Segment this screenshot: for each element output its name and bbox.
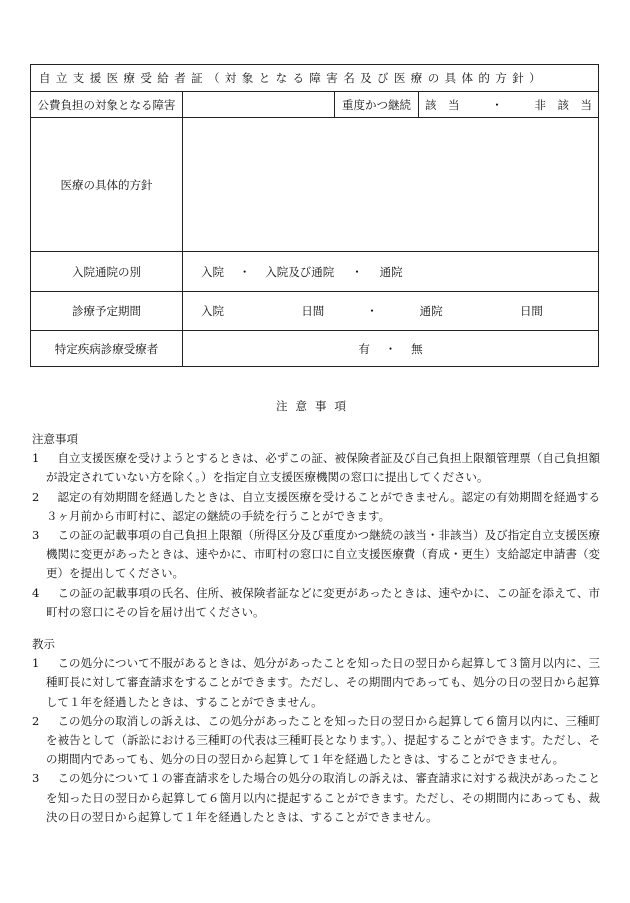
inpatient-label: 入院 bbox=[201, 304, 224, 318]
item-text: 自立支援医療を受けようとするときは、必ずこの証、被保険者証及び自己負担上限額管理票（自己負担額が設定されていない方を除く。）を指定自立支援医療機関の窓口に提出してください。 bbox=[46, 451, 600, 485]
item-number: 3 bbox=[32, 528, 40, 543]
item-number: 4 bbox=[32, 585, 40, 600]
days-unit: 日間 bbox=[301, 304, 325, 318]
specific-disease-label: 特定疾病診療受療者 bbox=[31, 331, 183, 367]
specific-disease-choice[interactable] bbox=[183, 331, 599, 367]
option-no[interactable]: 無 bbox=[411, 341, 423, 356]
item-number: 2 bbox=[32, 713, 40, 728]
disability-value[interactable] bbox=[183, 92, 335, 118]
option-outpatient[interactable]: 通院 bbox=[379, 264, 403, 279]
item-number: 3 bbox=[32, 771, 40, 786]
form-title: 自立支援医療受給者証（対象となる障害名及び医療の具体的方針） bbox=[31, 65, 599, 92]
instructions-heading: 教示 bbox=[32, 637, 55, 651]
treatment-policy-value[interactable] bbox=[183, 118, 599, 252]
days-unit: 日間 bbox=[519, 304, 543, 318]
disability-label: 公費負担の対象となる障害 bbox=[31, 92, 183, 118]
list-item bbox=[32, 449, 600, 487]
notice-title: 注意事項 bbox=[276, 399, 354, 413]
list-item bbox=[32, 526, 600, 584]
item-number: 2 bbox=[32, 489, 40, 504]
item-number: 1 bbox=[32, 451, 40, 466]
option-inpatient[interactable]: 入院 bbox=[201, 264, 224, 279]
item-text: この処分の取消しの訴えは、この処分があったことを知った日の翌日から起算して６箇月以内に、三種町を被告として（訴訟における三種町の代表は三種町長となります。）、提起することができます。ただし、その期間内であっても、処分の日の翌日から起算して１年を経過したときは、することができません。 bbox=[46, 713, 600, 767]
list-item bbox=[32, 584, 600, 622]
notes-section bbox=[32, 430, 600, 622]
separator-dot: ・ bbox=[366, 304, 378, 318]
list-item bbox=[32, 712, 600, 770]
item-text: この証の記載事項の氏名、住所、被保険者証などに変更があったときは、速やかに、この証を添えて、市町村の窓口にその旨を届け出てください。 bbox=[46, 585, 600, 619]
list-item bbox=[32, 654, 600, 712]
separator-dot: ・ bbox=[351, 264, 363, 279]
outpatient-label: 通院 bbox=[419, 304, 443, 318]
instructions-section bbox=[32, 635, 600, 827]
not-applicable-option[interactable]: 非 該 当 bbox=[534, 97, 592, 112]
separator-dot: ・ bbox=[238, 264, 251, 279]
treatment-policy-label: 医療の具体的方針 bbox=[31, 118, 183, 252]
list-item bbox=[32, 488, 600, 526]
applicable-option[interactable]: 該 当 bbox=[425, 97, 460, 112]
item-number: 1 bbox=[32, 656, 40, 671]
inpatient-outpatient-label: 入院通院の別 bbox=[31, 252, 183, 292]
item-text: この処分について不服があるときは、処分があったことを知った日の翌日から起算して３箇月以内に、三種町長に対して審査請求をすることができます。ただし、その期間内であっても、処分の日の翌日から起算して１年を経過したときは、することができません。 bbox=[46, 656, 600, 709]
item-text: この証の記載事項の自己負担上限額（所得区分及び重度かつ継続の該当・非該当）及び指定自立支援医療機関に変更があったときは、速やかに、市町村の窓口に自立支援医療費（育成・更生）支給認定申請書（変更）を提出してください。 bbox=[46, 528, 600, 581]
option-inpatient-and-outpatient[interactable]: 入院及び通院 bbox=[265, 264, 335, 279]
item-text: この処分について１の審査請求をした場合の処分の取消しの訴えは、審査請求に対する裁決があったことを知った日の翌日から起算して６箇月以内に提起することができます。ただし、その期間内にあっても、裁決の日の翌日から起算して１年を経過したときは、することができません。 bbox=[46, 771, 600, 824]
severe-continuous-label: 重度かつ継続 bbox=[335, 92, 419, 118]
item-text: 認定の有効期間を経過したときは、自立支援医療を受けることができません。認定の有効期間を経過する３ヶ月前から市町村に、認定の継続の手続を行うことができます。 bbox=[46, 489, 600, 523]
separator-dot: ・ bbox=[491, 97, 503, 112]
list-item bbox=[32, 769, 600, 827]
inpatient-outpatient-choice[interactable] bbox=[183, 252, 599, 292]
scheduled-period-label: 診療予定期間 bbox=[31, 292, 183, 331]
separator-dot: ・ bbox=[384, 341, 397, 356]
certificate-form bbox=[30, 64, 599, 367]
notes-heading: 注意事項 bbox=[32, 432, 78, 446]
scheduled-period-fields[interactable] bbox=[183, 292, 599, 331]
severe-continuous-choice[interactable] bbox=[419, 92, 599, 118]
option-yes[interactable]: 有 bbox=[358, 341, 370, 356]
